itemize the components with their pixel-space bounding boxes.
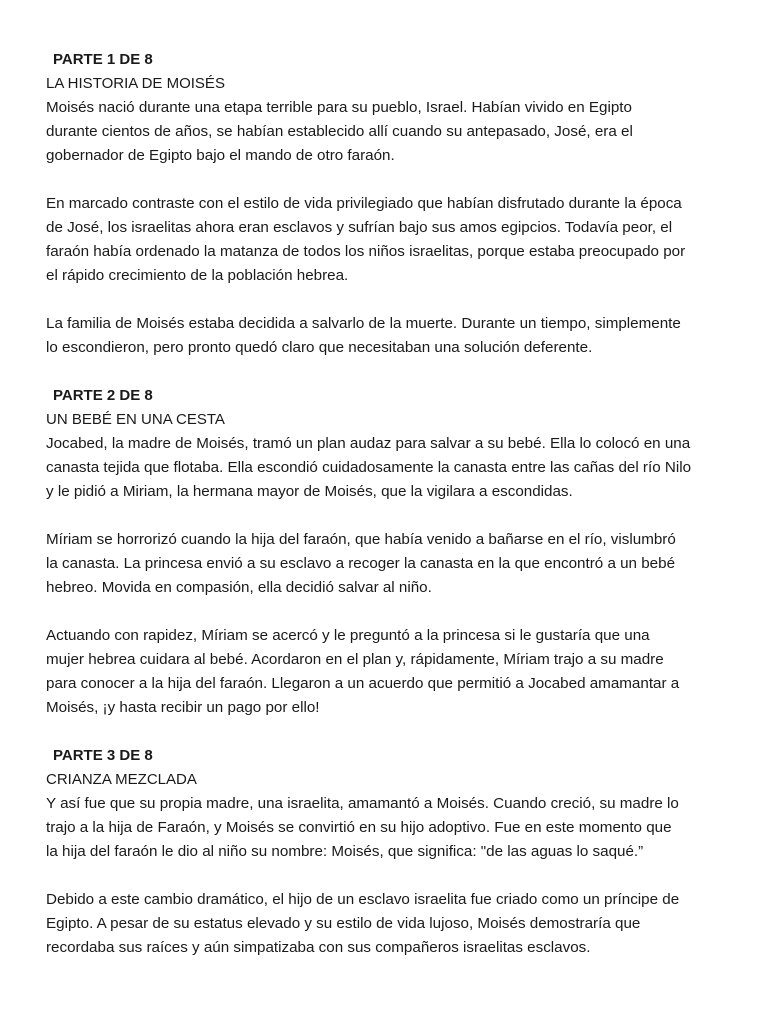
- text-line: la hija del faraón le dio al niño su nombre: Moisés, que significa: "de las aguas lo saqué.”: [46, 843, 644, 860]
- text-line: durante cientos de años, se habían establecido allí cuando su antepasado, José, era el: [46, 123, 633, 140]
- text-line: Moisés, ¡y hasta recibir un pago por ello!: [46, 699, 320, 716]
- section-part-3: [46, 744, 726, 960]
- text-line: mujer hebrea cuidara al bebé. Acordaron en el plan y, rápidamente, Míriam trajo a su madre: [46, 651, 664, 668]
- document-page: [46, 48, 726, 984]
- text-line: y le pidió a Miriam, la hermana mayor de Moisés, que la vigilara a escondidas.: [46, 483, 573, 500]
- text-line: canasta tejida que flotaba. Ella escondió cuidadosamente la canasta entre las cañas del río Nilo: [46, 459, 692, 476]
- paragraph: [46, 624, 726, 720]
- part-heading: PARTE 3 DE 8: [53, 747, 153, 764]
- paragraph: [46, 192, 726, 288]
- text-line: Moisés nació durante una etapa terrible para su pueblo, Israel. Habían vivido en Egipto: [46, 99, 632, 116]
- text-line: gobernador de Egipto bajo el mando de otro faraón.: [46, 147, 395, 164]
- section-title: LA HISTORIA DE MOISÉS: [46, 75, 225, 92]
- text-line: lo escondieron, pero pronto quedó claro que necesitaban una solución deferente.: [46, 339, 593, 356]
- text-line: En marcado contraste con el estilo de vida privilegiado que habían disfrutado durante la época: [46, 195, 682, 212]
- paragraph: [46, 96, 726, 168]
- paragraph: [46, 792, 726, 864]
- section-title: UN BEBÉ EN UNA CESTA: [46, 411, 225, 428]
- text-line: hebreo. Movida en compasión, ella decidió salvar al niño.: [46, 579, 432, 596]
- text-line: recordaba sus raíces y aún simpatizaba con sus compañeros israelitas esclavos.: [46, 939, 591, 956]
- paragraph: [46, 888, 726, 960]
- text-line: trajo a la hija de Faraón, y Moisés se convirtió en su hijo adoptivo. Fue en este momento que: [46, 819, 672, 836]
- text-line: Debido a este cambio dramático, el hijo de un esclavo israelita fue criado como un príncipe de: [46, 891, 680, 908]
- section-part-2: [46, 384, 726, 720]
- text-line: Jocabed, la madre de Moisés, tramó un plan audaz para salvar a su bebé. Ella lo colocó en una: [46, 435, 691, 452]
- section-part-1: [46, 48, 726, 360]
- text-line: Egipto. A pesar de su estatus elevado y su estilo de vida lujoso, Moisés demostraría que: [46, 915, 641, 932]
- section-title: CRIANZA MEZCLADA: [46, 771, 197, 788]
- text-line: Y así fue que su propia madre, una israelita, amamantó a Moisés. Cuando creció, su madre lo: [46, 795, 679, 812]
- paragraph: [46, 312, 726, 360]
- part-heading: PARTE 1 DE 8: [53, 51, 153, 68]
- text-line: La familia de Moisés estaba decidida a salvarlo de la muerte. Durante un tiempo, simplemente: [46, 315, 681, 332]
- text-line: faraón había ordenado la matanza de todos los niños israelitas, porque estaba preocupado por: [46, 243, 686, 260]
- paragraph: [46, 432, 726, 504]
- text-line: Actuando con rapidez, Míriam se acercó y le preguntó a la princesa si le gustaría que una: [46, 627, 650, 644]
- text-line: de José, los israelitas ahora eran esclavos y sufrían bajo sus amos egipcios. Todavía peor, el: [46, 219, 673, 236]
- paragraph: [46, 528, 726, 600]
- part-heading: PARTE 2 DE 8: [53, 387, 153, 404]
- text-line: Míriam se horrorizó cuando la hija del faraón, que había venido a bañarse en el río, vislumbró: [46, 531, 676, 548]
- text-line: el rápido crecimiento de la población hebrea.: [46, 267, 349, 284]
- text-line: para conocer a la hija del faraón. Llegaron a un acuerdo que permitió a Jocabed amamantar a: [46, 675, 680, 692]
- text-line: la canasta. La princesa envió a su esclavo a recoger la canasta en la que encontró a un bebé: [46, 555, 676, 572]
